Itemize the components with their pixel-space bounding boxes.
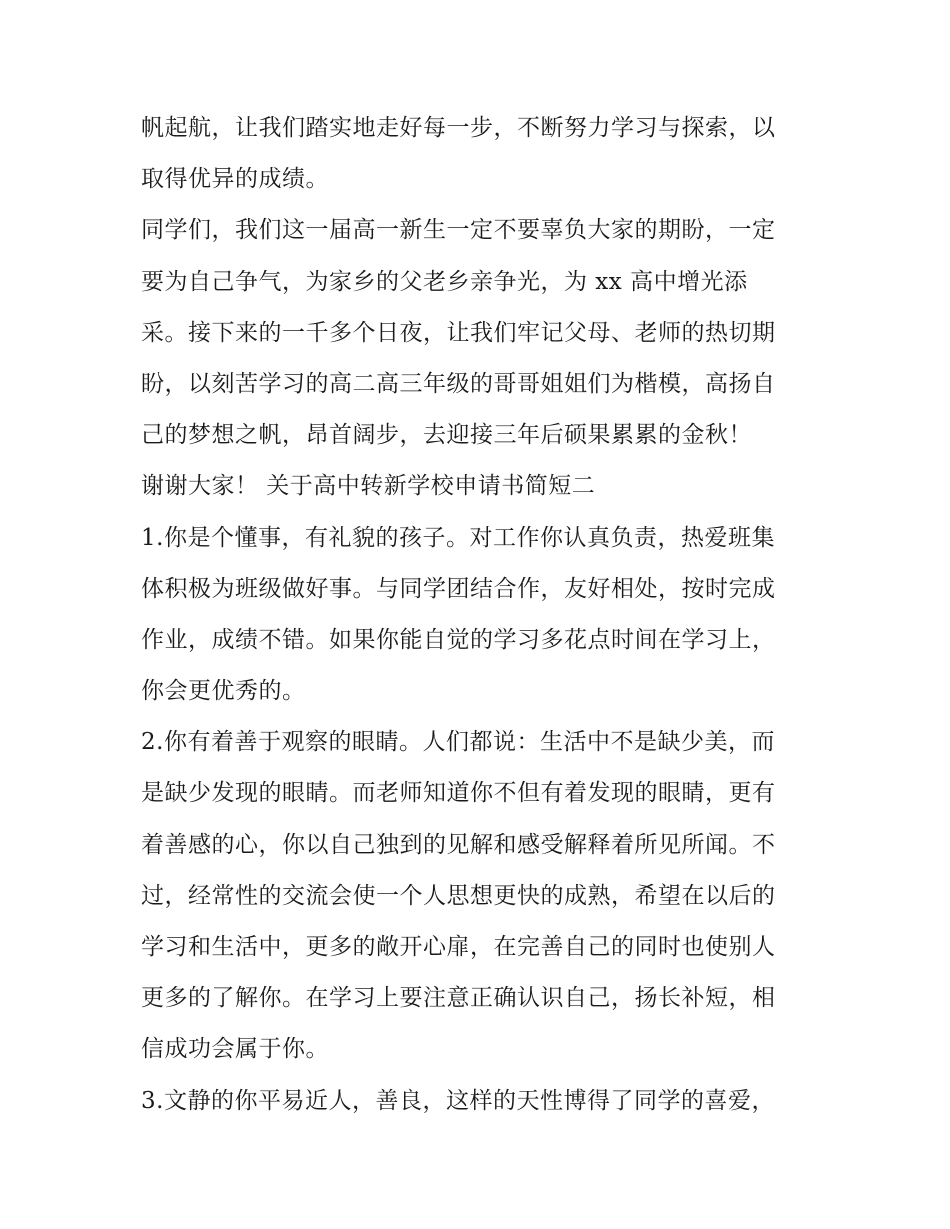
text-line: 同学们，我们这一届高一新生一定不要辜负大家的期盼，一定 <box>141 217 776 244</box>
text-line: 帆起航，让我们踏实地走好每一步，不断努力学习与探索，以 <box>141 115 776 141</box>
text-line: 3.文静的你平易近人，善良，这样的天性博得了同学的喜爱， <box>141 1087 775 1114</box>
text-line: 过，经常性的交流会使一个人思想更快的成熟，希望在以后的 <box>141 882 776 909</box>
document-body <box>141 103 821 1127</box>
text-line: 己的梦想之帆，昂首阔步，去迎接三年后硕果累累的金秋！ <box>141 422 752 449</box>
text-line: 着善感的心，你以自己独到的见解和感受解释着所见所闻。不 <box>141 831 776 858</box>
text-line: 作业，成绩不错。如果你能自觉的学习多花点时间在学习上， <box>141 626 776 653</box>
text-line: 盼，以刻苦学习的高二高三年级的哥哥姐姐们为楷模，高扬自 <box>141 370 776 397</box>
text-line: 是缺少发现的眼睛。而老师知道你不但有着发现的眼睛，更有 <box>141 780 776 807</box>
section-heading-line: 谢谢大家！ 关于高中转新学校申请书简短二 <box>141 473 596 500</box>
text-line: 信成功会属于你。 <box>141 1036 329 1063</box>
text-line: 1.你是个懂事，有礼貌的孩子。对工作你认真负责，热爱班集 <box>141 524 775 551</box>
text-line: 学习和生活中，更多的敞开心扉，在完善自己的同时也使别人 <box>141 934 776 960</box>
text-line: 采。接下来的一千多个日夜，让我们牢记父母、老师的热切期 <box>141 319 776 346</box>
text-line: 体积极为班级做好事。与同学团结合作，友好相处，按时完成 <box>141 575 776 602</box>
text-line: 2.你有着善于观察的眼睛。人们都说：生活中不是缺少美，而 <box>141 729 775 756</box>
text-line: 要为自己争气，为家乡的父老乡亲争光，为 xx 高中增光添 <box>141 268 748 295</box>
text-line: 你会更优秀的。 <box>141 678 306 705</box>
text-line: 更多的了解你。在学习上要注意正确认识自己，扬长补短，相 <box>141 985 776 1012</box>
text-line: 取得优异的成绩。 <box>141 166 329 193</box>
